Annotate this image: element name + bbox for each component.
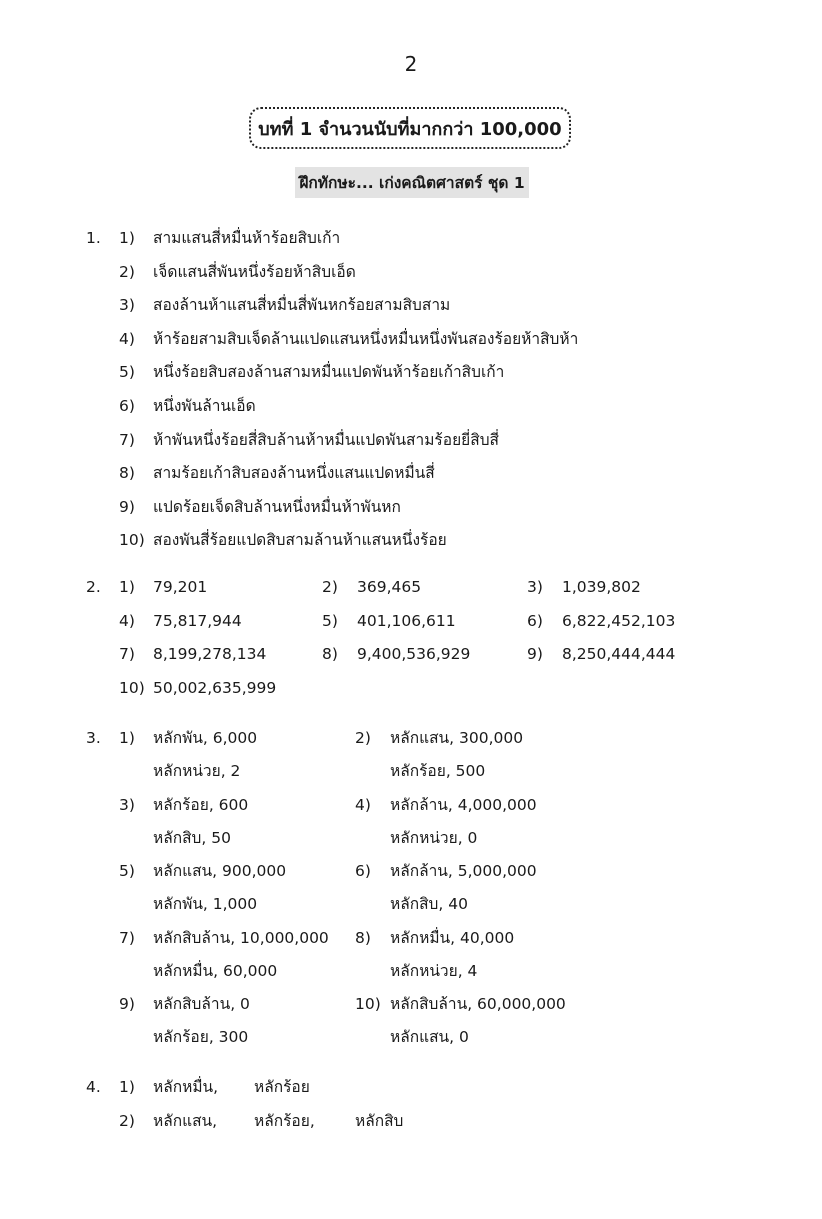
answer-text: หนึ่งร้อยสิบสองล้านสามหมื่นแปดพันห้าร้อยเก้าสิบเก้า [153, 363, 505, 382]
answer-line: หลักหน่วย, 4 [390, 961, 478, 980]
answer-text: ห้าร้อยสามสิบเจ็ดล้านแปดแสนหนึ่งหมื่นหนึ่งพันสองร้อยห้าสิบห้า [153, 329, 579, 348]
item-number: 7) [119, 645, 135, 664]
question-number: 3. [86, 729, 101, 747]
answer-part: หลักร้อย, [254, 1111, 315, 1130]
answer-line: หลักสิบล้าน, 60,000,000 [390, 995, 566, 1013]
exercise-subtitle: ฝึกทักษะ... เก่งคณิตศาสตร์ ชุด 1 [295, 167, 529, 198]
answer-value: 1,039,802 [562, 578, 641, 596]
item-number: 6) [355, 862, 371, 880]
answer-text: แปดร้อยเจ็ดสิบล้านหนึ่งหมื่นห้าพันหก [153, 497, 401, 516]
answer-line: หลักสิบ, 40 [390, 895, 468, 913]
answer-text: ห้าพันหนึ่งร้อยสี่สิบล้านห้าหมื่นแปดพันสามร้อยยี่สิบสี่ [153, 430, 499, 449]
answer-text: เจ็ดแสนสี่พันหนึ่งร้อยห้าสิบเอ็ด [153, 262, 356, 281]
item-number: 7) [119, 430, 135, 449]
item-number: 1) [119, 729, 135, 747]
answer-part: หลักแสน, [153, 1111, 218, 1130]
answer-line: หลักร้อย, 500 [390, 762, 486, 780]
item-number: 4) [355, 795, 371, 814]
answer-line: หลักหมื่น, 60,000 [153, 961, 278, 980]
item-number: 10) [119, 531, 145, 550]
answer-value: 75,817,944 [153, 611, 242, 630]
answer-text: หนึ่งพันล้านเอ็ด [153, 397, 256, 415]
answer-value: 9,400,536,929 [357, 645, 471, 664]
answer-line: หลักพัน, 6,000 [153, 729, 258, 747]
answer-line: หลักหน่วย, 2 [153, 762, 241, 780]
answer-line: หลักหมื่น, 40,000 [390, 928, 515, 947]
item-number: 4) [119, 611, 135, 630]
answer-part: หลักร้อย [254, 1078, 310, 1096]
item-number: 9) [527, 645, 543, 664]
item-number: 1) [119, 229, 135, 247]
answer-value: 6,822,452,103 [562, 611, 676, 630]
item-number: 8) [355, 928, 371, 947]
item-number: 3) [119, 296, 135, 315]
question-number: 2. [86, 578, 101, 596]
answer-line: หลักสิบล้าน, 0 [153, 995, 250, 1013]
item-number: 2) [119, 1111, 135, 1130]
item-number: 8) [119, 464, 135, 483]
answer-line: หลักพัน, 1,000 [153, 895, 258, 913]
chapter-title-box: บทที่ 1 จำนวนนับที่มากกว่า 100,000 [249, 107, 571, 149]
answer-line: หลักร้อย, 600 [153, 795, 249, 814]
item-number: 9) [119, 995, 135, 1013]
answer-line: หลักสิบล้าน, 10,000,000 [153, 928, 329, 947]
answer-value: 369,465 [357, 578, 422, 596]
item-number: 5) [119, 862, 135, 880]
answer-text: สามแสนสี่หมื่นห้าร้อยสิบเก้า [153, 229, 341, 247]
answer-text: สองพันสี่ร้อยแปดสิบสามล้านห้าแสนหนึ่งร้อย [153, 531, 447, 550]
item-number: 8) [322, 645, 338, 664]
question-number: 1. [86, 229, 101, 247]
item-number: 1) [119, 578, 135, 596]
item-number: 3) [527, 578, 543, 596]
item-number: 2) [355, 729, 371, 747]
item-number: 5) [119, 363, 135, 382]
item-number: 2) [322, 578, 338, 596]
answer-text: สองล้านห้าแสนสี่หมื่นสี่พันหกร้อยสามสิบสาม [153, 296, 451, 315]
item-number: 4) [119, 329, 135, 348]
answer-line: หลักร้อย, 300 [153, 1028, 249, 1046]
answer-part: หลักสิบ [355, 1111, 404, 1130]
page-number: 2 [404, 52, 418, 76]
answer-value: 401,106,611 [357, 611, 456, 630]
answer-text: สามร้อยเก้าสิบสองล้านหนึ่งแสนแปดหมื่นสี่ [153, 464, 435, 483]
item-number: 6) [527, 611, 543, 630]
item-number: 6) [119, 397, 135, 415]
answer-line: หลักแสน, 0 [390, 1028, 469, 1046]
item-number: 3) [119, 795, 135, 814]
answer-value: 8,250,444,444 [562, 645, 676, 664]
item-number: 9) [119, 497, 135, 516]
item-number: 1) [119, 1078, 135, 1096]
answer-line: หลักล้าน, 5,000,000 [390, 862, 537, 880]
question-number: 4. [86, 1078, 101, 1096]
answer-value: 50,002,635,999 [153, 678, 277, 697]
answer-line: หลักแสน, 300,000 [390, 729, 524, 747]
item-number: 5) [322, 611, 338, 630]
answer-line: หลักล้าน, 4,000,000 [390, 795, 537, 814]
item-number: 10) [119, 678, 145, 697]
item-number: 10) [355, 995, 381, 1013]
item-number: 2) [119, 262, 135, 281]
answer-line: หลักแสน, 900,000 [153, 862, 287, 880]
answer-value: 79,201 [153, 578, 208, 596]
answer-value: 8,199,278,134 [153, 645, 267, 664]
answer-part: หลักหมื่น, [153, 1078, 219, 1096]
answer-line: หลักสิบ, 50 [153, 828, 231, 847]
answer-line: หลักหน่วย, 0 [390, 828, 478, 847]
item-number: 7) [119, 928, 135, 947]
